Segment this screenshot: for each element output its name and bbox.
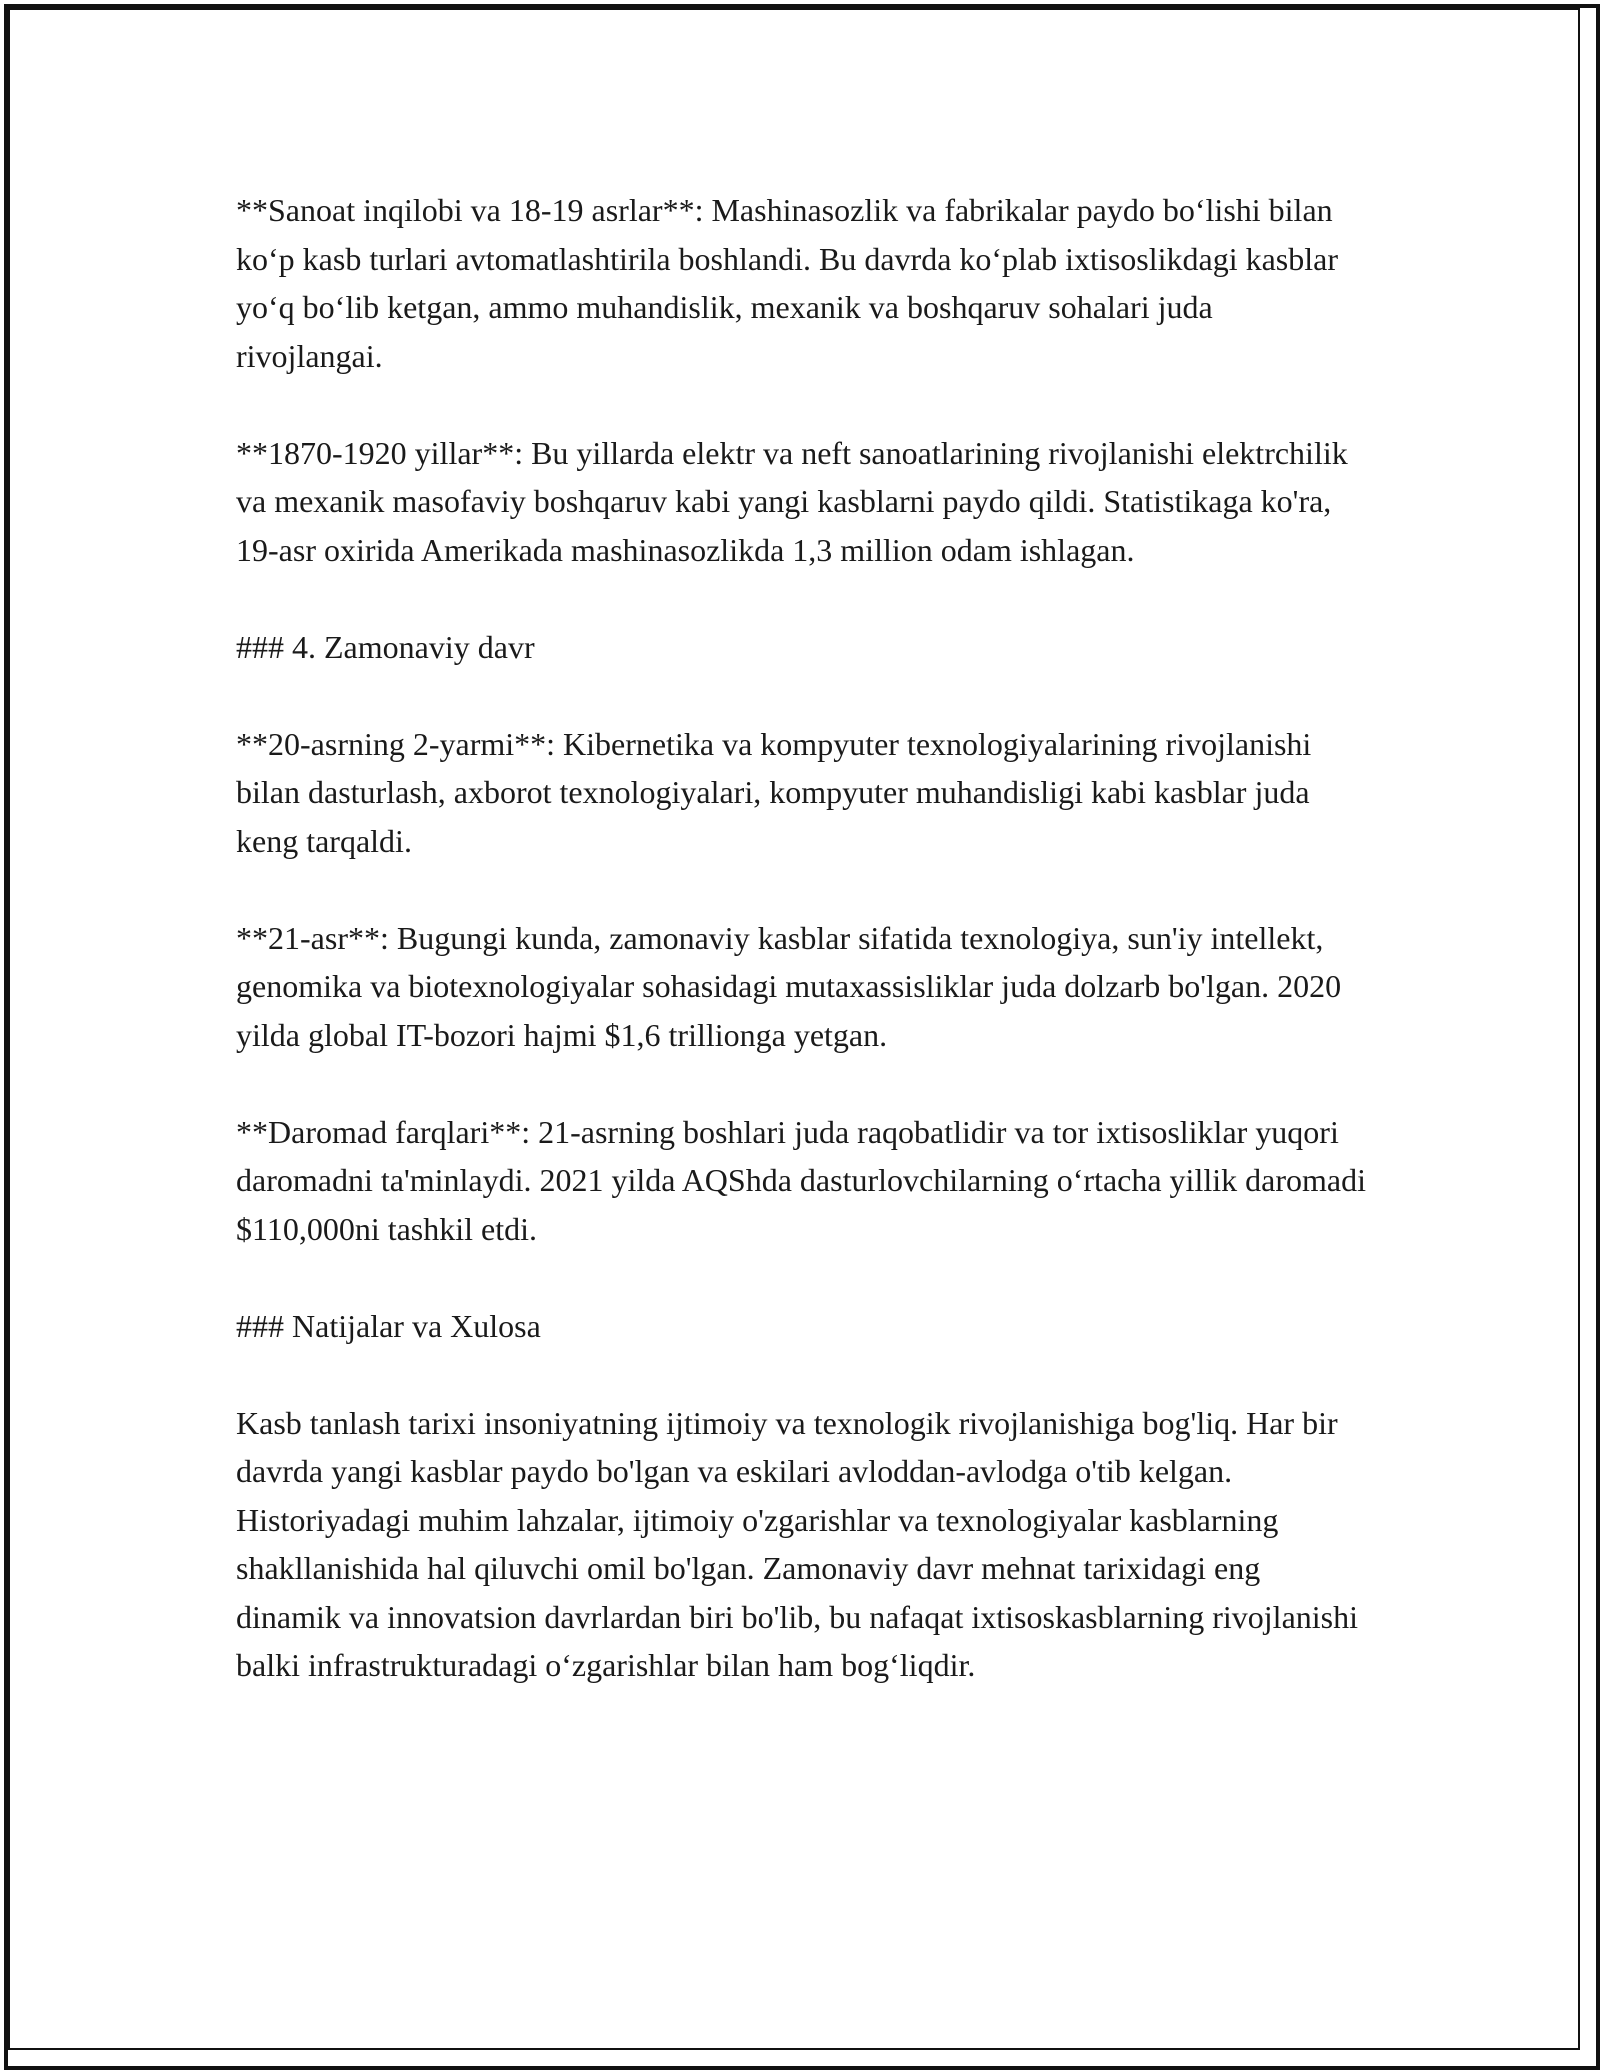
heading-modern-era: ### 4. Zamonaviy davr (236, 628, 535, 665)
paragraph-21st-century: **21-asr**: Bugungi kunda, zamonaviy kasblar sifatida texnologiya, sun'iy intellekt, genomika va biotexnologiyalar sohasidagi mutaxassisliklar juda dolzarb bo'lgan. 2020 yilda global IT-bozori hajmi $1,6 trillionga yetgan. (236, 919, 1342, 1053)
paragraph-industrial-revolution: **Sanoat inqilobi va 18-19 asrlar**: Mashinasozlik va fabrikalar paydo boʻlishi bilan koʻp kasb turlari avtomatlashtirila boshlandi. Bu davrda koʻplab ixtisoslikdagi kasblar yoʻq boʻlib ketgan, ammo muhandislik, mexanik va boshqaruv sohalari juda rivojlangai. (236, 192, 1338, 374)
paragraph-conclusion: Kasb tanlash tarixi insoniyatning ijtimoiy va texnologik rivojlanishiga bog'liq. Har bir davrda yangi kasblar paydo bo'lgan va eskilari avloddan-avlodga o'tib kelgan. Historiyadagi muhim lahzalar, ijtimoiy o'zgarishlar va texnologiyalar kasblarning shakllanishida hal qiluvchi omil bo'lgan. Zamonaviy davr mehnat tarixidagi eng dinamik va innovatsion davrlardan biri bo'lib, bu nafaqat ixtisoskasblarning rivojlanishi balki infrastrukturadagi oʻzgarishlar bilan ham bogʻliqdir. (236, 1404, 1358, 1683)
document-body (236, 186, 1366, 1690)
paragraph-income-differences: **Daromad farqlari**: 21-asrning boshlari juda raqobatlidir va tor ixtisosliklar yuqori daromadni ta'minlaydi. 2021 yilda AQShda dasturlovchilarning oʻrtacha yillik daromadi $110,000ni tashkil etdi. (236, 1113, 1366, 1247)
heading-results-conclusion: ### Natijalar va Xulosa (236, 1307, 541, 1344)
paragraph-20th-century: **20-asrning 2-yarmi**: Kibernetika va kompyuter texnologiyalarining rivojlanishi bilan dasturlash, axborot texnologiyalari, kompyuter muhandisligi kabi kasblar juda keng tarqaldi. (236, 725, 1312, 859)
paragraph-1870-1920: **1870-1920 yillar**: Bu yillarda elektr va neft sanoatlarining rivojlanishi elektrchilik va mexanik masofaviy boshqaruv kabi yangi kasblarni paydo qildi. Statistikaga ko'ra, 19-asr oxirida Amerikada mashinasozlikda 1,3 million odam ishlagan. (236, 434, 1348, 568)
